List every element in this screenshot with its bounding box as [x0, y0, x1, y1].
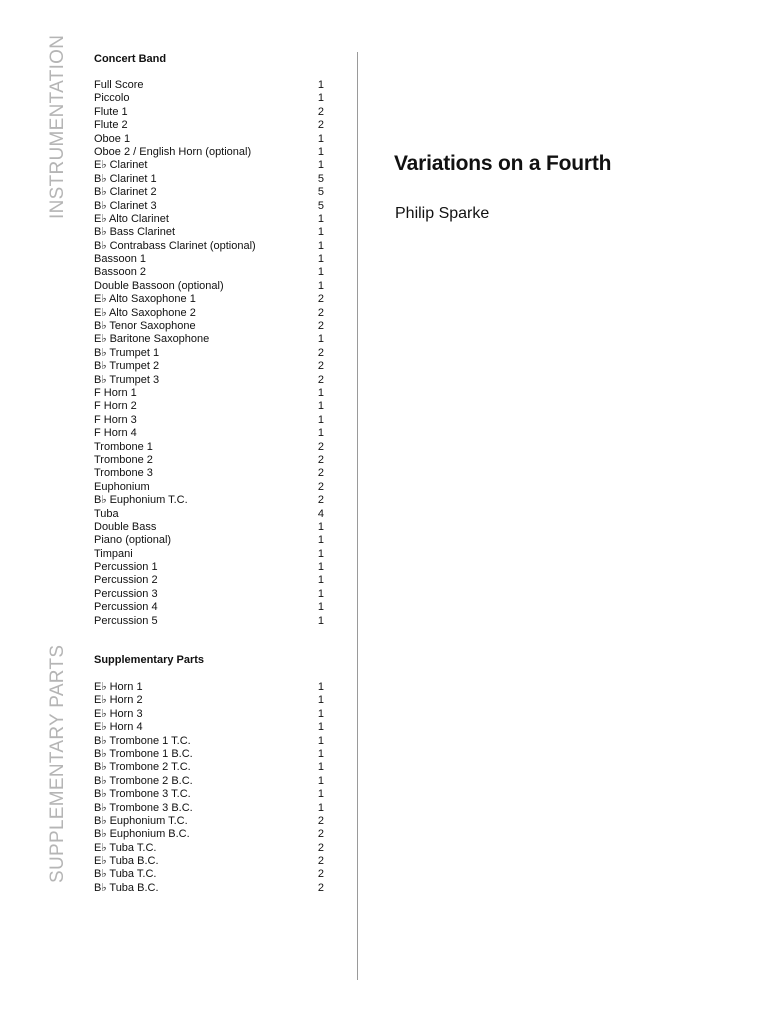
part-row: [94, 467, 324, 480]
part-quantity: 1: [317, 413, 324, 426]
part-name: B♭ Trumpet 1: [94, 346, 160, 359]
part-quantity: 1: [317, 427, 324, 440]
part-name: B♭ Euphonium B.C.: [94, 828, 190, 841]
part-quantity: 1: [317, 159, 324, 172]
part-name: B♭ Clarinet 1: [94, 172, 157, 185]
part-quantity: 2: [317, 467, 324, 480]
part-name: Timpani: [94, 547, 133, 560]
part-quantity: 1: [317, 212, 324, 225]
part-quantity: 1: [317, 333, 324, 346]
part-row: [94, 708, 324, 721]
part-name: Double Bassoon (optional): [94, 279, 224, 292]
part-name: B♭ Trombone 1 B.C.: [94, 747, 193, 760]
part-quantity: 2: [317, 828, 324, 841]
part-row: [94, 253, 324, 266]
part-row: [94, 761, 324, 774]
part-quantity: 1: [317, 601, 324, 614]
part-quantity: 1: [317, 707, 324, 720]
instrumentation-side-label: INSTRUMENTATION: [47, 34, 68, 219]
part-name: B♭ Bass Clarinet: [94, 226, 175, 239]
part-row: [94, 882, 324, 895]
part-quantity: 2: [317, 868, 324, 881]
part-quantity: 1: [317, 400, 324, 413]
part-quantity: 1: [317, 145, 324, 158]
part-name: Percussion 4: [94, 601, 158, 614]
part-quantity: 1: [317, 614, 324, 627]
part-quantity: 1: [317, 92, 324, 105]
part-quantity: 1: [317, 774, 324, 787]
part-name: B♭ Tuba T.C.: [94, 868, 157, 881]
part-name: B♭ Trombone 2 B.C.: [94, 774, 193, 787]
part-row: [94, 748, 324, 761]
part-quantity: 2: [317, 105, 324, 118]
part-name: F Horn 1: [94, 386, 137, 399]
part-row: [94, 815, 324, 828]
part-row: [94, 615, 324, 628]
part-name: Percussion 3: [94, 587, 158, 600]
concert-band-heading: Concert Band: [94, 53, 167, 65]
part-row: [94, 521, 324, 534]
part-row: [94, 374, 324, 387]
part-row: [94, 694, 324, 707]
part-quantity: 2: [317, 480, 324, 493]
part-row: [94, 226, 324, 239]
part-quantity: 2: [317, 855, 324, 868]
part-row: [94, 146, 324, 159]
part-row: [94, 387, 324, 400]
part-row: [94, 454, 324, 467]
column-divider: [357, 52, 358, 980]
part-row: [94, 441, 324, 454]
part-quantity: 1: [317, 520, 324, 533]
part-quantity: 2: [317, 814, 324, 827]
part-name: E♭ Tuba B.C.: [94, 855, 159, 868]
part-name: Oboe 2 / English Horn (optional): [94, 145, 252, 158]
part-quantity: 1: [317, 132, 324, 145]
part-row: [94, 200, 324, 213]
part-row: [94, 173, 324, 186]
part-quantity: 1: [317, 239, 324, 252]
part-name: B♭ Contrabass Clarinet (optional): [94, 239, 256, 252]
part-row: [94, 307, 324, 320]
supplementary-parts-list: [94, 681, 324, 895]
part-quantity: 1: [317, 574, 324, 587]
part-name: Trombone 3: [94, 467, 153, 480]
part-row: [94, 842, 324, 855]
part-quantity: 1: [317, 788, 324, 801]
part-row: [94, 868, 324, 881]
part-row: [94, 92, 324, 105]
part-quantity: 1: [317, 266, 324, 279]
part-quantity: 1: [317, 253, 324, 266]
part-name: Piano (optional): [94, 534, 172, 547]
concert-band-list: [94, 79, 324, 628]
part-name: E♭ Alto Clarinet: [94, 212, 169, 225]
part-quantity: 1: [317, 761, 324, 774]
part-name: E♭ Alto Saxophone 1: [94, 293, 196, 306]
part-name: B♭ Clarinet 3: [94, 199, 157, 212]
supplementary-parts-side-label: SUPPLEMENTARY PARTS: [47, 644, 68, 883]
part-name: Oboe 1: [94, 132, 131, 145]
composer-name: Philip Sparke: [395, 205, 490, 222]
part-name: B♭ Trombone 1 T.C.: [94, 734, 191, 747]
part-row: [94, 280, 324, 293]
part-row: [94, 400, 324, 413]
part-row: [94, 508, 324, 521]
part-row: [94, 588, 324, 601]
part-row: [94, 534, 324, 547]
part-name: Euphonium: [94, 480, 150, 493]
part-name: E♭ Horn 4: [94, 721, 143, 734]
part-name: Trombone 2: [94, 453, 153, 466]
part-row: [94, 240, 324, 253]
part-name: B♭ Tuba B.C.: [94, 881, 159, 894]
part-name: B♭ Euphonium T.C.: [94, 814, 188, 827]
part-row: [94, 681, 324, 694]
part-name: Double Bass: [94, 520, 157, 533]
part-row: [94, 775, 324, 788]
part-name: B♭ Trombone 3 B.C.: [94, 801, 193, 814]
part-quantity: 2: [317, 373, 324, 386]
part-row: [94, 133, 324, 146]
part-name: B♭ Trumpet 3: [94, 373, 160, 386]
part-name: Bassoon 2: [94, 266, 146, 279]
part-row: [94, 293, 324, 306]
part-row: [94, 186, 324, 199]
part-quantity: 2: [317, 881, 324, 894]
part-quantity: 2: [317, 346, 324, 359]
part-quantity: 2: [317, 494, 324, 507]
part-row: [94, 721, 324, 734]
part-name: Flute 1: [94, 105, 128, 118]
part-quantity: 2: [317, 306, 324, 319]
part-name: Bassoon 1: [94, 253, 146, 266]
part-name: B♭ Trombone 3 T.C.: [94, 788, 191, 801]
part-name: Percussion 2: [94, 574, 158, 587]
supplementary-parts-heading: Supplementary Parts: [94, 654, 205, 666]
part-row: [94, 802, 324, 815]
part-row: [94, 601, 324, 614]
part-name: Tuba: [94, 507, 119, 520]
part-row: [94, 414, 324, 427]
part-quantity: 2: [317, 360, 324, 373]
part-name: B♭ Tenor Saxophone: [94, 320, 196, 333]
part-quantity: 5: [317, 172, 324, 185]
part-quantity: 2: [317, 453, 324, 466]
part-quantity: 1: [317, 681, 324, 693]
part-row: [94, 347, 324, 360]
part-quantity: 5: [317, 199, 324, 212]
part-quantity: 1: [317, 801, 324, 814]
part-row: [94, 79, 324, 92]
part-name: E♭ Horn 2: [94, 694, 143, 707]
part-row: [94, 119, 324, 132]
part-name: B♭ Trumpet 2: [94, 360, 160, 373]
part-row: [94, 159, 324, 172]
part-name: B♭ Euphonium T.C.: [94, 494, 188, 507]
part-quantity: 1: [317, 721, 324, 734]
part-name: E♭ Horn 3: [94, 707, 143, 720]
part-name: B♭ Trombone 2 T.C.: [94, 761, 191, 774]
part-quantity: 1: [317, 279, 324, 292]
part-row: [94, 735, 324, 748]
part-row: [94, 494, 324, 507]
part-name: B♭ Clarinet 2: [94, 186, 157, 199]
part-row: [94, 855, 324, 868]
part-name: E♭ Alto Saxophone 2: [94, 306, 196, 319]
part-quantity: 1: [317, 386, 324, 399]
part-quantity: 5: [317, 186, 324, 199]
part-quantity: 1: [317, 587, 324, 600]
part-name: Trombone 1: [94, 440, 153, 453]
part-quantity: 4: [317, 507, 324, 520]
part-name: F Horn 4: [94, 427, 137, 440]
part-row: [94, 320, 324, 333]
part-row: [94, 213, 324, 226]
part-name: Full Score: [94, 79, 144, 91]
part-name: Percussion 1: [94, 561, 158, 574]
part-quantity: 2: [317, 841, 324, 854]
part-quantity: 2: [317, 320, 324, 333]
part-name: Percussion 5: [94, 614, 158, 627]
part-row: [94, 427, 324, 440]
part-quantity: 1: [317, 547, 324, 560]
part-quantity: 2: [317, 293, 324, 306]
part-quantity: 2: [317, 440, 324, 453]
part-row: [94, 360, 324, 373]
part-row: [94, 106, 324, 119]
part-row: [94, 788, 324, 801]
part-row: [94, 333, 324, 346]
part-name: E♭ Horn 1: [94, 681, 143, 693]
part-quantity: 1: [317, 226, 324, 239]
part-row: [94, 574, 324, 587]
part-name: Flute 2: [94, 119, 128, 132]
part-name: E♭ Baritone Saxophone: [94, 333, 210, 346]
part-quantity: 1: [317, 561, 324, 574]
piece-title: Variations on a Fourth: [394, 152, 612, 175]
part-name: Piccolo: [94, 92, 130, 105]
part-row: [94, 828, 324, 841]
part-quantity: 1: [317, 534, 324, 547]
part-quantity: 2: [317, 119, 324, 132]
part-name: E♭ Tuba T.C.: [94, 841, 157, 854]
part-name: F Horn 2: [94, 400, 137, 413]
part-row: [94, 561, 324, 574]
part-row: [94, 266, 324, 279]
part-quantity: 1: [317, 747, 324, 760]
part-quantity: 1: [317, 79, 324, 91]
part-quantity: 1: [317, 694, 324, 707]
part-name: E♭ Clarinet: [94, 159, 148, 172]
part-name: F Horn 3: [94, 413, 137, 426]
part-quantity: 1: [317, 734, 324, 747]
part-row: [94, 481, 324, 494]
part-row: [94, 548, 324, 561]
